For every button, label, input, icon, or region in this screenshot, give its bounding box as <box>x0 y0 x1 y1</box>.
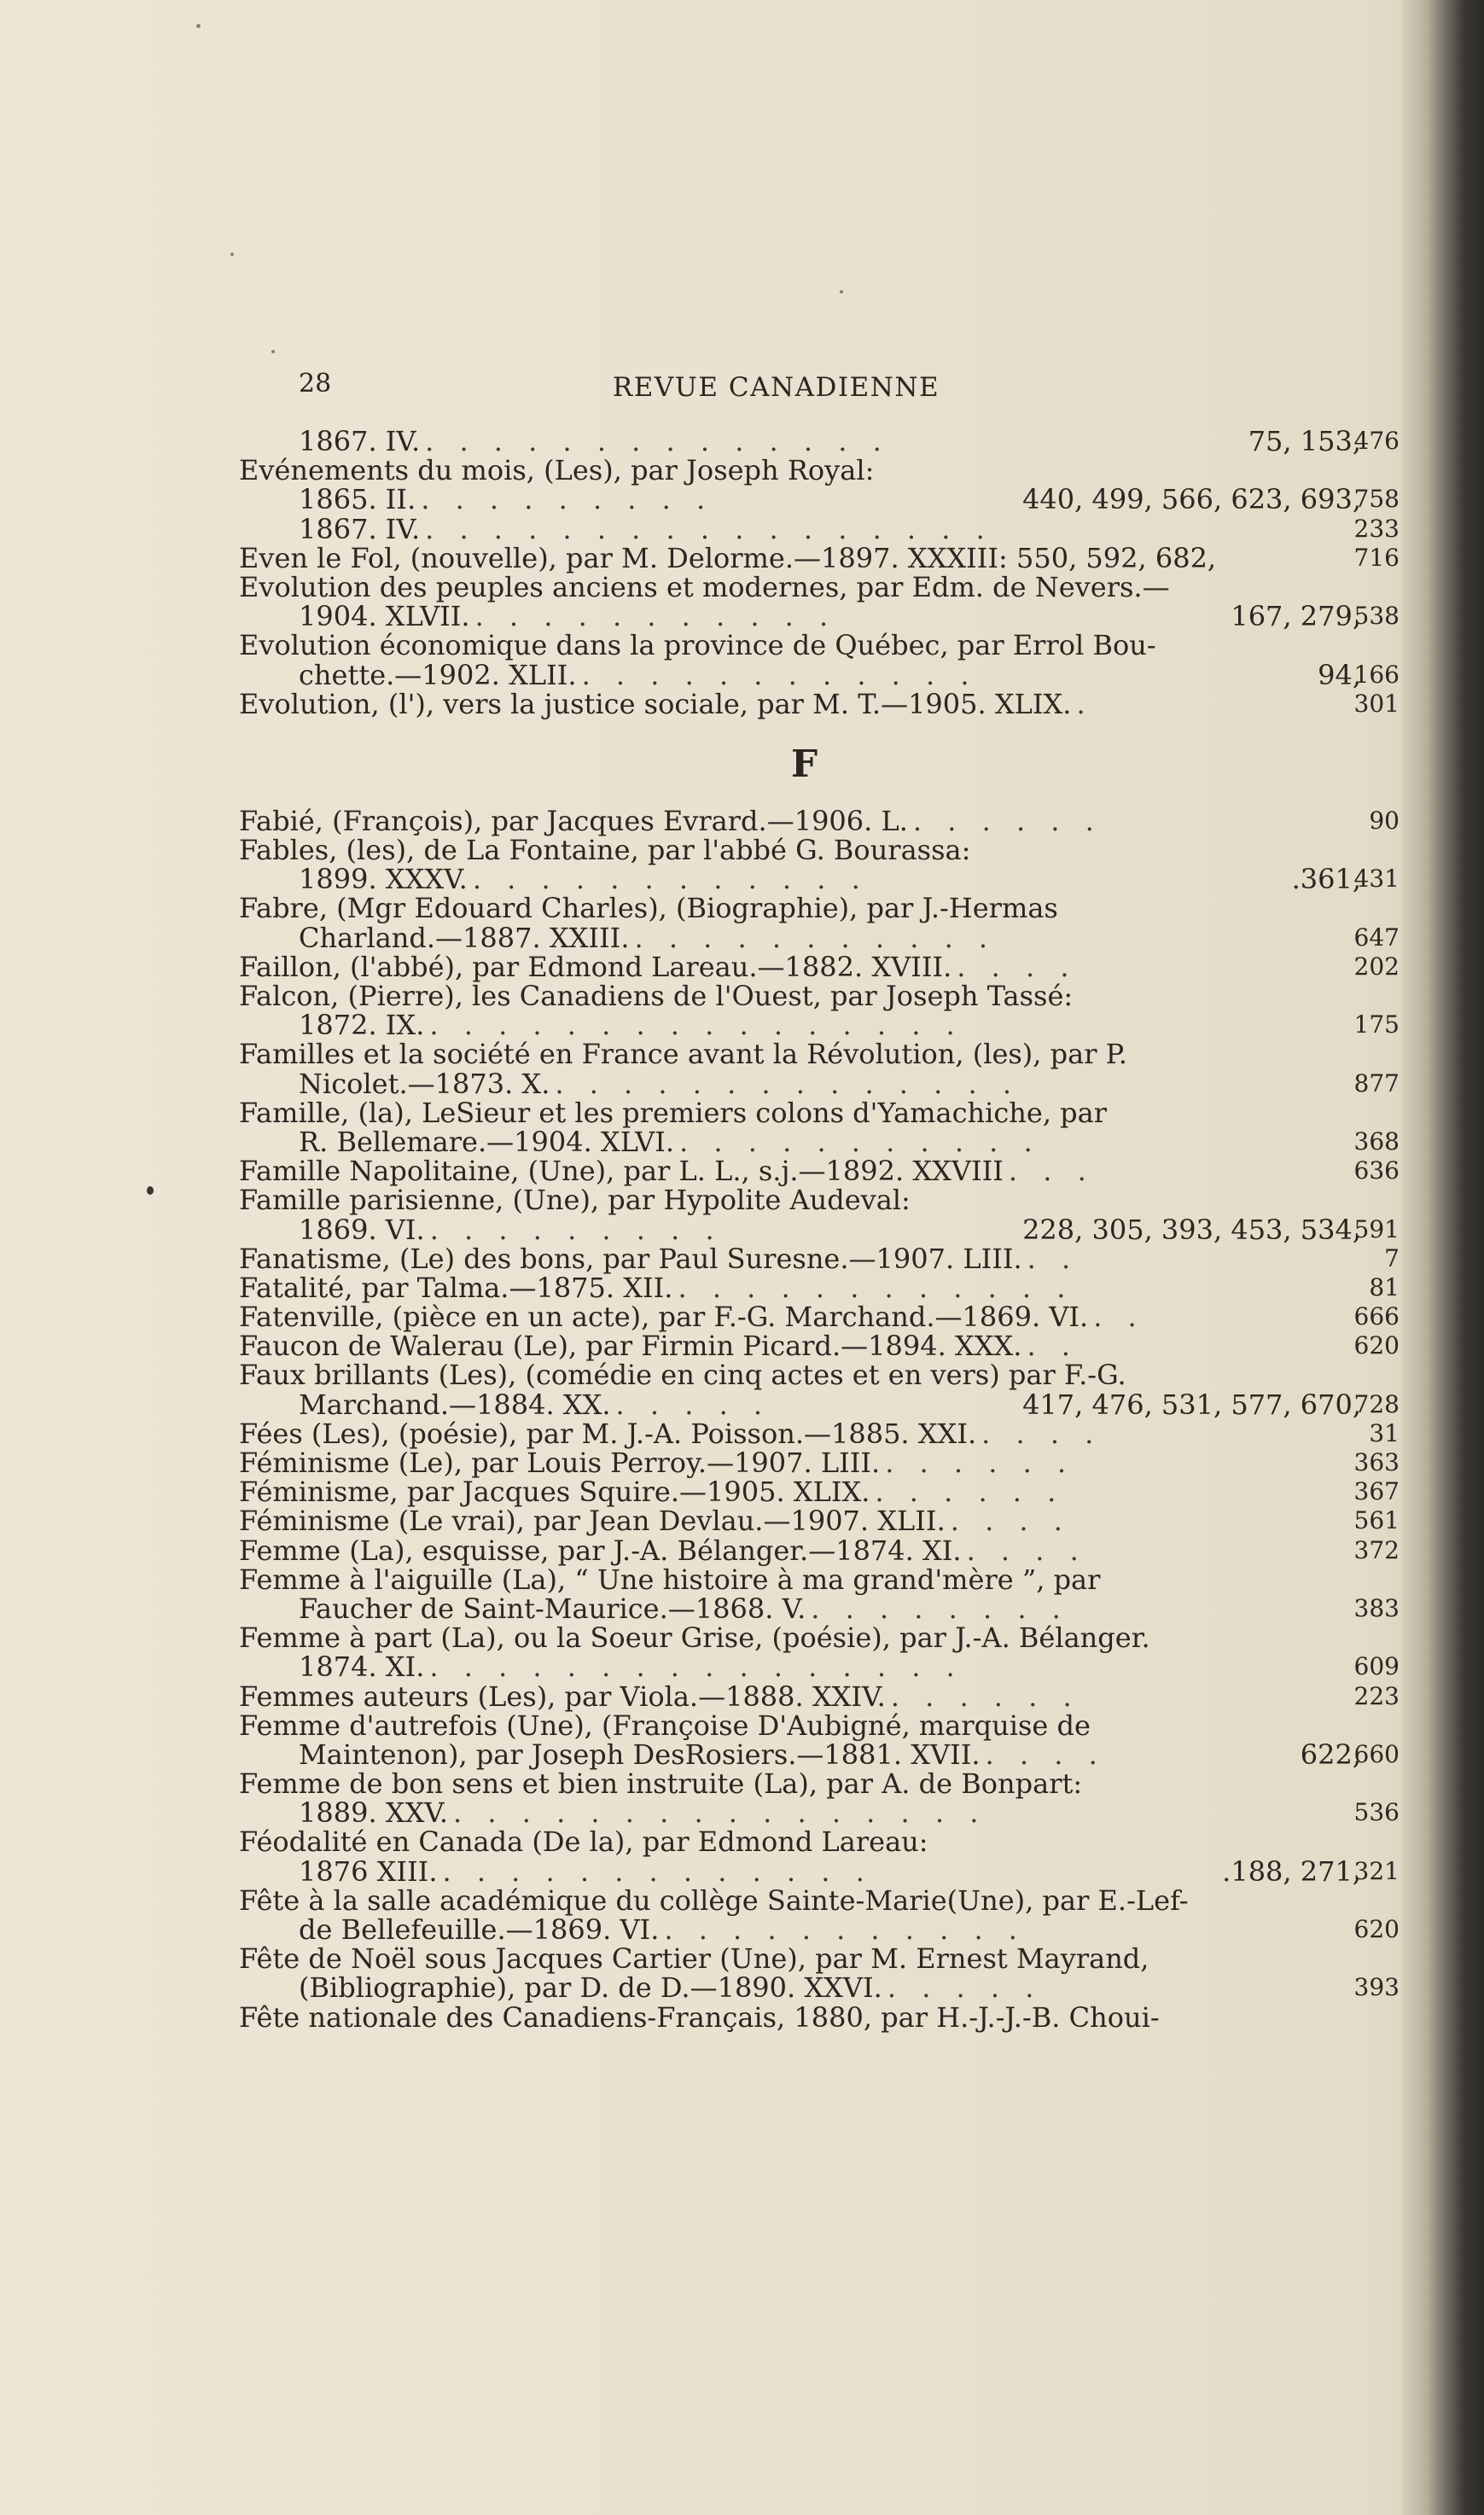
f-entries <box>239 806 1400 2032</box>
index-line <box>239 923 1400 952</box>
index-line <box>239 952 1400 981</box>
entry-text-column <box>239 1883 1301 1917</box>
entry-text: Féminisme (Le vrai), par Jean Devlau.—1907. XLII. <box>239 1505 946 1538</box>
entry-text: 1876 XIII. <box>299 1854 438 1888</box>
page-reference: 660 <box>1353 1739 1400 1768</box>
paper-speck <box>271 350 275 353</box>
entry-text: Faillon, (l'abbé), par Edmond Lareau.—1882. XVIII. <box>239 950 952 983</box>
entry-text-column <box>299 1009 1361 1042</box>
entry-text-column <box>239 1330 1301 1363</box>
entry-text-column <box>239 1536 1301 1565</box>
entry-text: Charland.—1887. XXIII. <box>299 921 630 954</box>
index-line <box>239 1767 1400 1801</box>
index-line <box>239 1390 1400 1419</box>
index-line <box>239 1184 1400 1217</box>
entry-text: Evolution, (l'), vers la justice sociale, par M. T.—1905. XLIX. <box>239 687 1072 720</box>
entry-text-column <box>299 485 1361 514</box>
index-line <box>239 1883 1400 1917</box>
leader-dots: . . . . . . . . . . . . . <box>442 1856 873 1886</box>
entry-text: Evolution économique dans la province de Québec, par Errol Bou- <box>239 629 1156 662</box>
entry-text-column <box>239 1419 1301 1448</box>
index-line <box>239 806 1400 835</box>
page-reference: 368 <box>1353 1127 1400 1156</box>
index-line <box>239 602 1400 631</box>
leader-dots: . . . . . . <box>912 806 1103 836</box>
leader-dots: . . . . . . . . . . . . . . . . . <box>425 514 993 544</box>
index-line <box>239 1419 1400 1448</box>
entry-text: R. Bellemare.—1904. XLVI. <box>299 1125 675 1158</box>
page-reference: 372 <box>1353 1535 1400 1564</box>
entry-text-column <box>239 1767 1301 1801</box>
index-line <box>239 1796 1400 1830</box>
entry-text: de Bellefeuille.—1869. VI. <box>299 1913 660 1946</box>
page-reference: 536 <box>1353 1798 1400 1827</box>
paper-speck <box>230 253 234 256</box>
index-line <box>239 1301 1400 1334</box>
index-line <box>239 1942 1400 1976</box>
index-line <box>239 1740 1400 1769</box>
page-reference: 363 <box>1353 1448 1400 1476</box>
entry-text: Famille parisienne, (Une), par Hypolite Audeval: <box>239 1184 911 1217</box>
page-reference: 367 <box>1353 1477 1400 1506</box>
entry-text: 1899. XXXV. <box>299 863 468 896</box>
page-reference: 591 <box>1353 1214 1400 1243</box>
entry-text-column <box>239 1098 1301 1127</box>
entry-text-column <box>299 512 1361 545</box>
entry-text: Fête de Noël sous Jacques Cartier (Une), par M. Ernest Mayrand, <box>239 1942 1149 1976</box>
entry-text-column <box>239 1476 1301 1509</box>
entry-text: 1874. XI. <box>299 1650 425 1684</box>
entry-text-column <box>239 806 1301 835</box>
leader-dots: . . . . . . . . . . . <box>474 602 837 632</box>
entry-text-column <box>239 541 1301 574</box>
index-line <box>239 1155 1400 1188</box>
entry-text-column <box>239 1825 1301 1859</box>
page-reference: 431 <box>1353 865 1400 894</box>
page-reference: 223 <box>1353 1681 1400 1710</box>
leader-dots: . . . <box>1008 1156 1095 1186</box>
entry-text-column <box>239 1359 1301 1392</box>
index-line <box>239 512 1400 545</box>
entry-text-column <box>239 1711 1301 1740</box>
page-list: 167, 279, <box>1231 600 1361 633</box>
index-line <box>239 541 1400 574</box>
entry-text: Famille, (la), LeSieur et les premiers colons d'Yamachiche, par <box>239 1096 1108 1129</box>
entry-text: Fatalité, par Talma.—1875. XII. <box>239 1271 673 1304</box>
index-line <box>239 427 1400 456</box>
entry-text-column <box>239 1942 1301 1976</box>
page-reference: 301 <box>1353 689 1400 718</box>
entry-text-column <box>239 1273 1301 1302</box>
page-reference: 476 <box>1353 427 1400 455</box>
page-reference: 321 <box>1353 1856 1400 1885</box>
index-line <box>239 1971 1400 2005</box>
entry-text-column <box>299 1127 1361 1156</box>
entry-text: Fatenville, (pièce en un acte), par F.-G. Marchand.—1869. VI. <box>239 1301 1089 1334</box>
index-line <box>239 1069 1400 1098</box>
leader-dots: . <box>1076 689 1094 719</box>
entry-text-column <box>299 1971 1361 2005</box>
entry-text: Fête nationale des Canadiens-Français, 1880, par H.-J.-J.-B. Choui- <box>239 2000 1160 2034</box>
leader-dots: . . . . . . . . . . . . <box>472 865 869 894</box>
entry-text-column <box>299 1740 1361 1769</box>
index-line <box>239 1098 1400 1127</box>
index-line <box>239 485 1400 514</box>
leader-dots: . . . . . . . . . <box>429 1214 723 1244</box>
leader-dots: . . . . . . . . . . . <box>634 923 997 952</box>
entry-text-column <box>299 658 1361 691</box>
entry-text-column <box>239 631 1301 660</box>
entry-text: Femmes auteurs (Les), par Viola.—1888. XXIV. <box>239 1680 886 1713</box>
leader-dots: . . . . . . . . . . . <box>679 1127 1041 1157</box>
index-line <box>239 1127 1400 1156</box>
page-list: 622, <box>1300 1738 1361 1771</box>
leader-dots: . . . . . . . . . . . . <box>678 1272 1074 1303</box>
index-line <box>239 1565 1400 1594</box>
entry-text-column <box>239 1682 1301 1711</box>
entry-text-column <box>239 1244 1301 1273</box>
entry-text: 1872. IX. <box>299 1009 425 1042</box>
page-reference: 716 <box>1353 543 1400 572</box>
page-reference: 636 <box>1353 1156 1400 1185</box>
entry-text-column <box>239 1301 1301 1334</box>
entry-text-column <box>299 1069 1361 1098</box>
page-reference: 31 <box>1369 1418 1400 1447</box>
index-line <box>239 1009 1400 1042</box>
index-line <box>239 1682 1400 1711</box>
leader-dots: . . . . . <box>615 1389 771 1419</box>
leader-dots: . . . . . . . . . . . . <box>581 660 978 690</box>
page-reference: 202 <box>1353 952 1400 981</box>
index-line <box>239 835 1400 865</box>
paper-speck <box>840 290 843 294</box>
leader-dots: . . . . <box>981 1418 1103 1449</box>
entry-text-column <box>299 1796 1361 1830</box>
leader-dots: . . <box>1027 1331 1079 1361</box>
index-line <box>239 1854 1400 1888</box>
entry-text-column <box>299 1915 1361 1944</box>
leader-dots: . . . . . . . . . . . . . . <box>425 427 890 457</box>
entry-text: Faux brillants (Les), (comédie en cinq actes et en vers) par F.-G. <box>239 1359 1126 1392</box>
entry-text: Féodalité en Canada (De la), par Edmond Lareau: <box>239 1825 928 1859</box>
entry-text-column <box>239 952 1301 981</box>
leader-dots: . . . . <box>950 1506 1071 1536</box>
entry-text-column <box>239 1155 1301 1188</box>
leader-dots: . . . . . <box>887 1973 1043 2003</box>
entry-text: 1865. II. <box>299 483 416 516</box>
page-reference: 393 <box>1353 1973 1400 2002</box>
entry-text: chette.—1902. XLII. <box>299 658 577 691</box>
entry-text-column <box>239 456 1301 485</box>
index-line <box>239 1448 1400 1477</box>
index-line <box>239 981 1400 1010</box>
index-line <box>239 2000 1400 2034</box>
index-line <box>239 658 1400 691</box>
leader-dots: . . . . . . <box>890 1681 1080 1711</box>
entry-text: 1867. IV. <box>299 425 421 457</box>
entry-text: Marchand.—1884. XX. <box>299 1388 611 1421</box>
page-reference: 666 <box>1353 1302 1400 1331</box>
leader-dots: . . . . . . <box>885 1448 1075 1478</box>
page-reference: 81 <box>1369 1272 1400 1301</box>
leader-dots: . . . . . . . . . . . <box>664 1915 1026 1945</box>
entry-text: Maintenon), par Joseph DesRosiers.—1881. XVII. <box>299 1738 981 1771</box>
entry-text-column <box>239 981 1301 1010</box>
entry-text: Fables, (les), de La Fontaine, par l'abbé G. Bourassa: <box>239 834 971 867</box>
paper-speck <box>196 24 201 28</box>
entry-text: 1889. XXV. <box>299 1796 449 1830</box>
leader-dots: . . . . . . . . . . . . . . <box>555 1068 1020 1098</box>
index-line <box>239 865 1400 894</box>
entry-text: Evénements du mois, (Les), par Joseph Royal: <box>239 454 875 487</box>
index-line <box>239 687 1400 720</box>
entry-text-column <box>239 894 1301 923</box>
index-line <box>239 1650 1400 1684</box>
entry-text-column <box>299 865 1361 894</box>
entry-text: Femme d'autrefois (Une), (Françoise D'Aubigné, marquise de <box>239 1709 1091 1742</box>
entry-text-column <box>239 1565 1301 1594</box>
leader-dots: . . . . <box>957 952 1078 982</box>
continued-entries <box>239 427 1400 719</box>
page-reference: 758 <box>1353 485 1400 514</box>
entry-text: Fabre, (Mgr Edouard Charles), (Biographie), par J.-Hermas <box>239 892 1058 925</box>
entry-text: (Bibliographie), par D. de D.—1890. XXVI. <box>299 1971 882 2005</box>
leader-dots: . . <box>1093 1302 1145 1332</box>
entry-text: Falcon, (Pierre), les Canadiens de l'Ouest, par Joseph Tassé: <box>239 980 1074 1012</box>
entry-text-column <box>299 1594 1361 1623</box>
index-line <box>239 570 1400 603</box>
page-reference: 233 <box>1353 514 1400 543</box>
page-reference: 609 <box>1353 1652 1400 1681</box>
entry-text-column <box>299 1854 1361 1888</box>
entry-text: 1904. XLVII. <box>299 600 470 633</box>
entry-text: Faucon de Walerau (Le), par Firmin Picard.—1894. XXX. <box>239 1330 1022 1363</box>
entry-text: Féminisme, par Jacques Squire.—1905. XLIX. <box>239 1476 870 1509</box>
entry-text: Faucher de Saint-Maurice.—1868. V. <box>299 1592 806 1625</box>
page-list: .361, <box>1291 863 1361 896</box>
page-list: 417, 476, 531, 577, 670, <box>1022 1388 1361 1421</box>
entry-text-column <box>239 570 1301 603</box>
page-list: 228, 305, 393, 453, 534, <box>1022 1213 1361 1246</box>
entry-text: Nicolet.—1873. X. <box>299 1067 550 1100</box>
entry-text: Fanatisme, (Le) des bons, par Paul Suresne.—1907. LIII. <box>239 1242 1022 1275</box>
leader-dots: . . . . . . <box>875 1477 1065 1507</box>
page-list: 94, <box>1318 658 1361 691</box>
entry-text: Fête à la salle académique du collège Sainte-Marie(Une), par E.-Lef- <box>239 1883 1189 1917</box>
index-line <box>239 1273 1400 1302</box>
index-line <box>239 1825 1400 1859</box>
entry-text: 1869. VI. <box>299 1213 425 1246</box>
leader-dots: . . . . . . . . . . . . . . . . <box>453 1798 987 1828</box>
paper-speck <box>147 1186 154 1195</box>
entry-text: Even le Fol, (nouvelle), par M. Delorme.—1897. XXXIII: 550, 592, 682, <box>239 541 1217 574</box>
entry-text-column <box>299 427 1361 456</box>
index-line <box>239 456 1400 485</box>
entry-text: Fabié, (François), par Jacques Evrard.—1906. L. <box>239 804 908 837</box>
index-line <box>239 1711 1400 1740</box>
index-line <box>239 1215 1400 1244</box>
index-line <box>239 1505 1400 1538</box>
leader-dots: . . . . . . . . . . . . . . . . <box>429 1652 963 1682</box>
section-letter: F <box>790 742 818 786</box>
page-reference: 728 <box>1353 1389 1400 1418</box>
page-reference: 90 <box>1369 806 1400 835</box>
entry-text-column <box>239 2000 1301 2034</box>
index-line <box>239 1594 1400 1623</box>
entry-text: Famille Napolitaine, (Une), par L. L., s.j.—1892. XXVIII <box>239 1155 1004 1188</box>
entry-text-column <box>299 602 1361 631</box>
entry-text-column <box>239 1505 1301 1538</box>
leader-dots: . . . . . . . . . . . . . . . . <box>429 1010 963 1040</box>
index-content <box>239 427 1400 2032</box>
leader-dots: . . <box>1027 1243 1080 1273</box>
page-reference: 383 <box>1353 1593 1400 1622</box>
entry-text: Féminisme (Le), par Louis Perroy.—1907. LIII. <box>239 1447 881 1479</box>
index-line <box>239 1915 1400 1944</box>
entry-text-column <box>239 1038 1301 1071</box>
index-line <box>239 1476 1400 1509</box>
entry-text-column <box>239 687 1301 720</box>
index-line <box>239 1621 1400 1655</box>
page-reference: 7 <box>1384 1243 1400 1272</box>
page-list: .188, 271, <box>1222 1854 1361 1888</box>
entry-text-column <box>299 1650 1361 1684</box>
entry-text: 1867. IV. <box>299 512 421 545</box>
leader-dots: . . . . <box>985 1739 1106 1770</box>
entry-text: Femme à l'aiguille (La), “ Une histoire à ma grand'mère ”, par <box>239 1563 1101 1596</box>
page-reference: 877 <box>1353 1068 1400 1097</box>
entry-text-column <box>239 1184 1301 1217</box>
page-reference: 620 <box>1353 1915 1400 1943</box>
entry-text-column <box>239 1621 1301 1655</box>
index-line <box>239 1359 1400 1392</box>
entry-text: Femme de bon sens et bien instruite (La), par A. de Bonpart: <box>239 1767 1083 1801</box>
entry-text-column <box>299 1215 1361 1244</box>
entry-text: Fées (Les), (poésie), par M. J.-A. Poisson.—1885. XXI. <box>239 1417 977 1450</box>
entry-text-column <box>299 1390 1361 1419</box>
entry-text-column <box>299 923 1361 952</box>
index-line <box>239 1244 1400 1273</box>
page-reference: 166 <box>1353 660 1400 689</box>
leader-dots: . . . . . . . . . <box>421 485 714 515</box>
running-title: REVUE CANADIENNE <box>612 372 940 403</box>
leader-dots: . . . . <box>966 1535 1087 1565</box>
leader-dots: . . . . . . . . <box>811 1593 1069 1624</box>
index-line <box>239 1038 1400 1071</box>
index-line <box>239 631 1400 660</box>
page-reference: 175 <box>1353 1010 1400 1039</box>
entry-text-column <box>239 835 1301 865</box>
entry-text: Evolution des peuples anciens et modernes, par Edm. de Nevers.— <box>239 570 1170 603</box>
page-reference: 538 <box>1353 602 1400 631</box>
page-list: 75, 153, <box>1248 425 1361 457</box>
page-header <box>0 369 1484 403</box>
page-reference: 620 <box>1353 1331 1400 1360</box>
entry-text-column <box>239 1448 1301 1477</box>
page-reference: 561 <box>1353 1506 1400 1535</box>
page-number: 28 <box>299 369 332 399</box>
entry-text: Femme (La), esquisse, par J.-A. Bélanger.—1874. XI. <box>239 1534 962 1567</box>
page-list: 440, 499, 566, 623, 693, <box>1022 483 1361 516</box>
index-line <box>239 1330 1400 1363</box>
index-line <box>239 894 1400 923</box>
entry-text: Familles et la société en France avant la Révolution, (les), par P. <box>239 1038 1127 1071</box>
page-reference: 647 <box>1353 923 1400 952</box>
entry-text: Femme à part (La), ou la Soeur Grise, (poésie), par J.-A. Bélanger. <box>239 1621 1150 1655</box>
index-line <box>239 1536 1400 1565</box>
